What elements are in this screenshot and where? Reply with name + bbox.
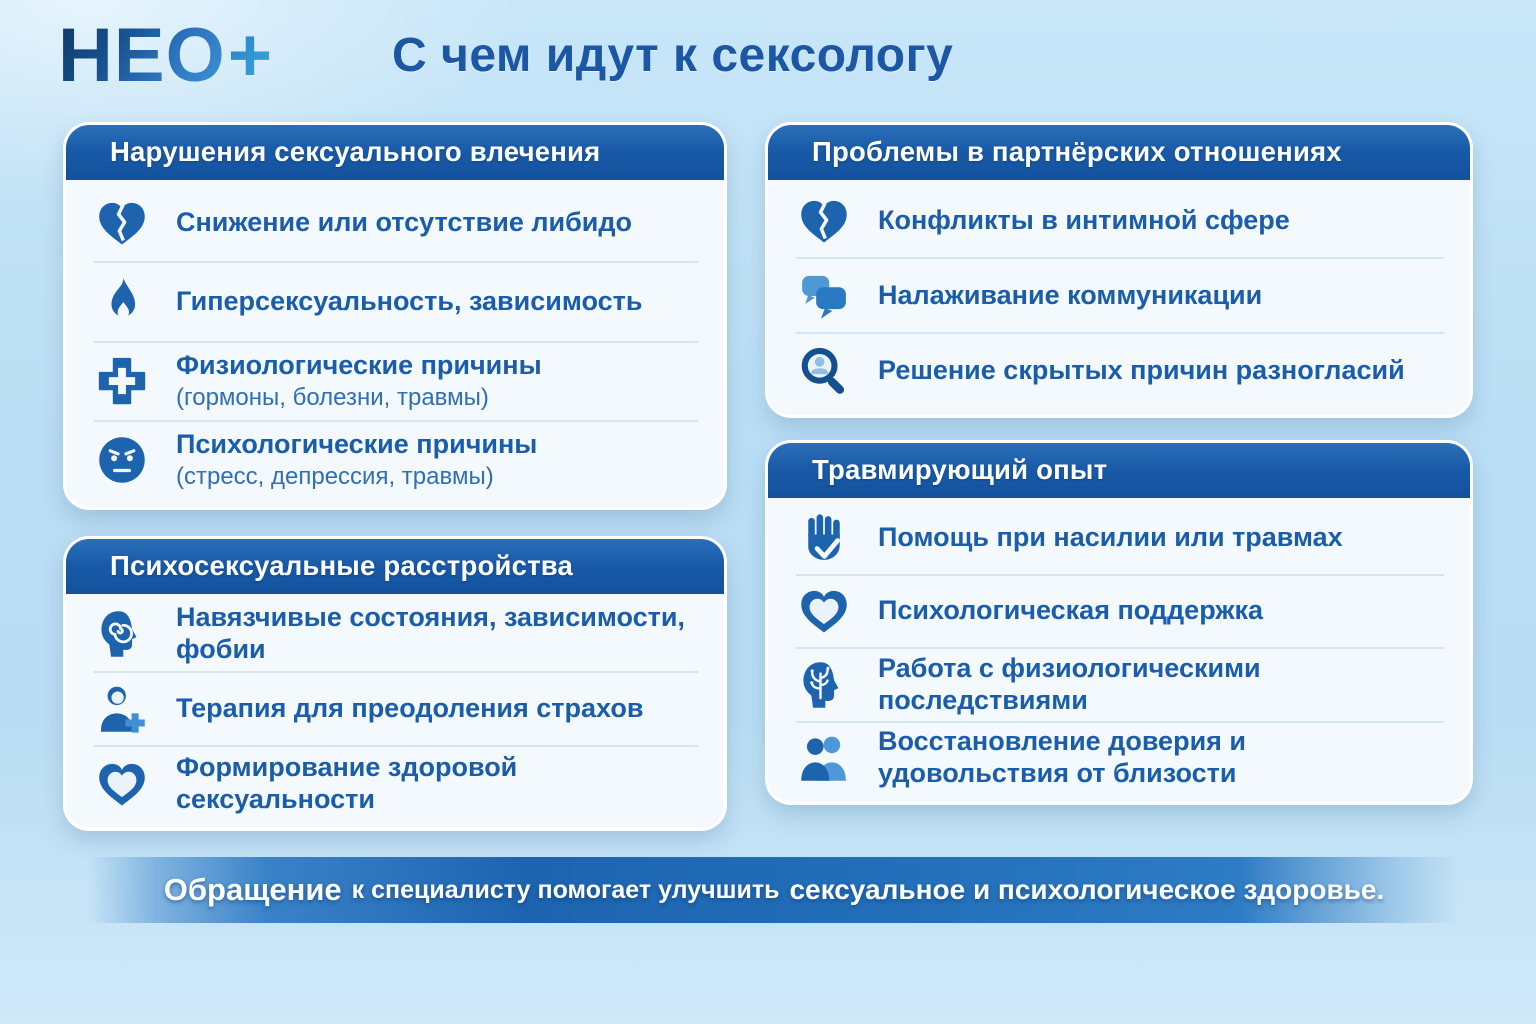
broken-heart-icon xyxy=(94,195,150,251)
list-item-label: Восстановление доверия и удовольствия от близости xyxy=(878,726,1247,789)
therapist-person-icon xyxy=(94,681,150,737)
list-item-texts xyxy=(878,522,1343,554)
list-item-texts xyxy=(878,595,1263,627)
tree-head-icon xyxy=(796,657,852,713)
logo-text: НЕО xyxy=(58,13,226,98)
list-item-texts xyxy=(176,286,642,318)
list-item-label: Психологические причины xyxy=(176,429,538,460)
medical-cross-icon xyxy=(94,353,150,409)
list-item-sublabel: (гормоны, болезни, травмы) xyxy=(176,383,489,411)
list-item xyxy=(94,598,698,671)
list-item-texts xyxy=(176,602,698,666)
list-item-texts xyxy=(176,350,542,412)
list-item xyxy=(796,184,1444,257)
list-item-label: Конфликты в интимной сфере xyxy=(878,204,1290,235)
card-title: Нарушения сексуального влечения xyxy=(66,125,724,180)
couple-icon xyxy=(796,730,852,786)
footer-banner xyxy=(88,857,1460,923)
list-item xyxy=(94,341,698,420)
spiral-head-icon xyxy=(94,606,150,662)
heart-in-heart-icon xyxy=(94,756,150,812)
card-psychosexual-disorders xyxy=(63,536,727,831)
card-body xyxy=(66,180,724,507)
list-item xyxy=(94,671,698,746)
stop-hand-check-icon xyxy=(796,510,852,566)
broken-heart-icon xyxy=(796,193,852,249)
card-sexual-desire-disorders xyxy=(63,122,727,510)
sad-face-icon xyxy=(94,432,150,488)
list-item-texts xyxy=(176,693,643,725)
list-item xyxy=(94,184,698,261)
flame-icon xyxy=(94,274,150,330)
neo-plus-logo xyxy=(58,13,274,98)
footer-emphasis-text: сексуальное и психологическое здоровье. xyxy=(789,874,1385,905)
list-item-label: Решение скрытых причин разногласий xyxy=(878,354,1405,385)
card-body xyxy=(66,594,724,828)
list-item-label: Гиперсексуальность, зависимость xyxy=(176,285,643,316)
list-item-texts xyxy=(878,653,1444,717)
list-item-texts xyxy=(878,355,1405,387)
logo-plus-icon: + xyxy=(227,13,274,98)
list-item xyxy=(796,502,1444,574)
list-item xyxy=(796,574,1444,648)
chat-bubbles-icon xyxy=(796,268,852,324)
heart-in-heart-icon xyxy=(796,583,852,639)
list-item-label: Работа с физиологическими последствиями xyxy=(878,652,1261,715)
list-item-label: Психологическая поддержка xyxy=(878,595,1264,626)
page-title: С чем идут к сексологу xyxy=(392,29,954,82)
magnifier-head-icon xyxy=(796,343,852,399)
list-item xyxy=(796,257,1444,332)
list-item xyxy=(796,721,1444,795)
list-item xyxy=(94,745,698,820)
list-item-sublabel: (стресс, депрессия, травмы) xyxy=(176,463,494,491)
list-item-texts xyxy=(176,207,632,239)
list-item-texts xyxy=(878,280,1262,312)
list-item-label: Налаживание коммуникации xyxy=(878,279,1263,310)
list-item-label: Формирование здоровой сексуальности xyxy=(176,751,518,814)
card-partner-relationship-problems xyxy=(765,122,1473,418)
list-item-texts xyxy=(878,726,1444,790)
list-item-label: Навязчивые состояния, зависимости, фобии xyxy=(176,602,685,665)
card-title: Травмирующий опыт xyxy=(768,443,1470,498)
list-item xyxy=(796,332,1444,407)
card-title: Психосексуальные расстройства xyxy=(66,539,724,594)
list-item-texts xyxy=(176,752,698,816)
list-item xyxy=(796,647,1444,721)
list-item-texts xyxy=(176,429,537,491)
card-body xyxy=(768,498,1470,802)
list-item-texts xyxy=(878,205,1290,237)
list-item-label: Физиологические причины xyxy=(176,350,542,381)
list-item-label: Помощь при насилии или травмах xyxy=(878,521,1343,552)
list-item-label: Терапия для преодоления страхов xyxy=(176,693,644,724)
card-traumatic-experience xyxy=(765,440,1473,805)
list-item xyxy=(94,420,698,499)
card-body xyxy=(768,180,1470,415)
list-item xyxy=(94,261,698,340)
card-title: Проблемы в партнёрских отношениях xyxy=(768,125,1470,180)
list-item-label: Снижение или отсутствие либидо xyxy=(176,206,633,237)
footer-lead-text: Обращение xyxy=(163,872,342,907)
footer-mid-text: к специалисту помогает улучшить xyxy=(351,875,780,904)
